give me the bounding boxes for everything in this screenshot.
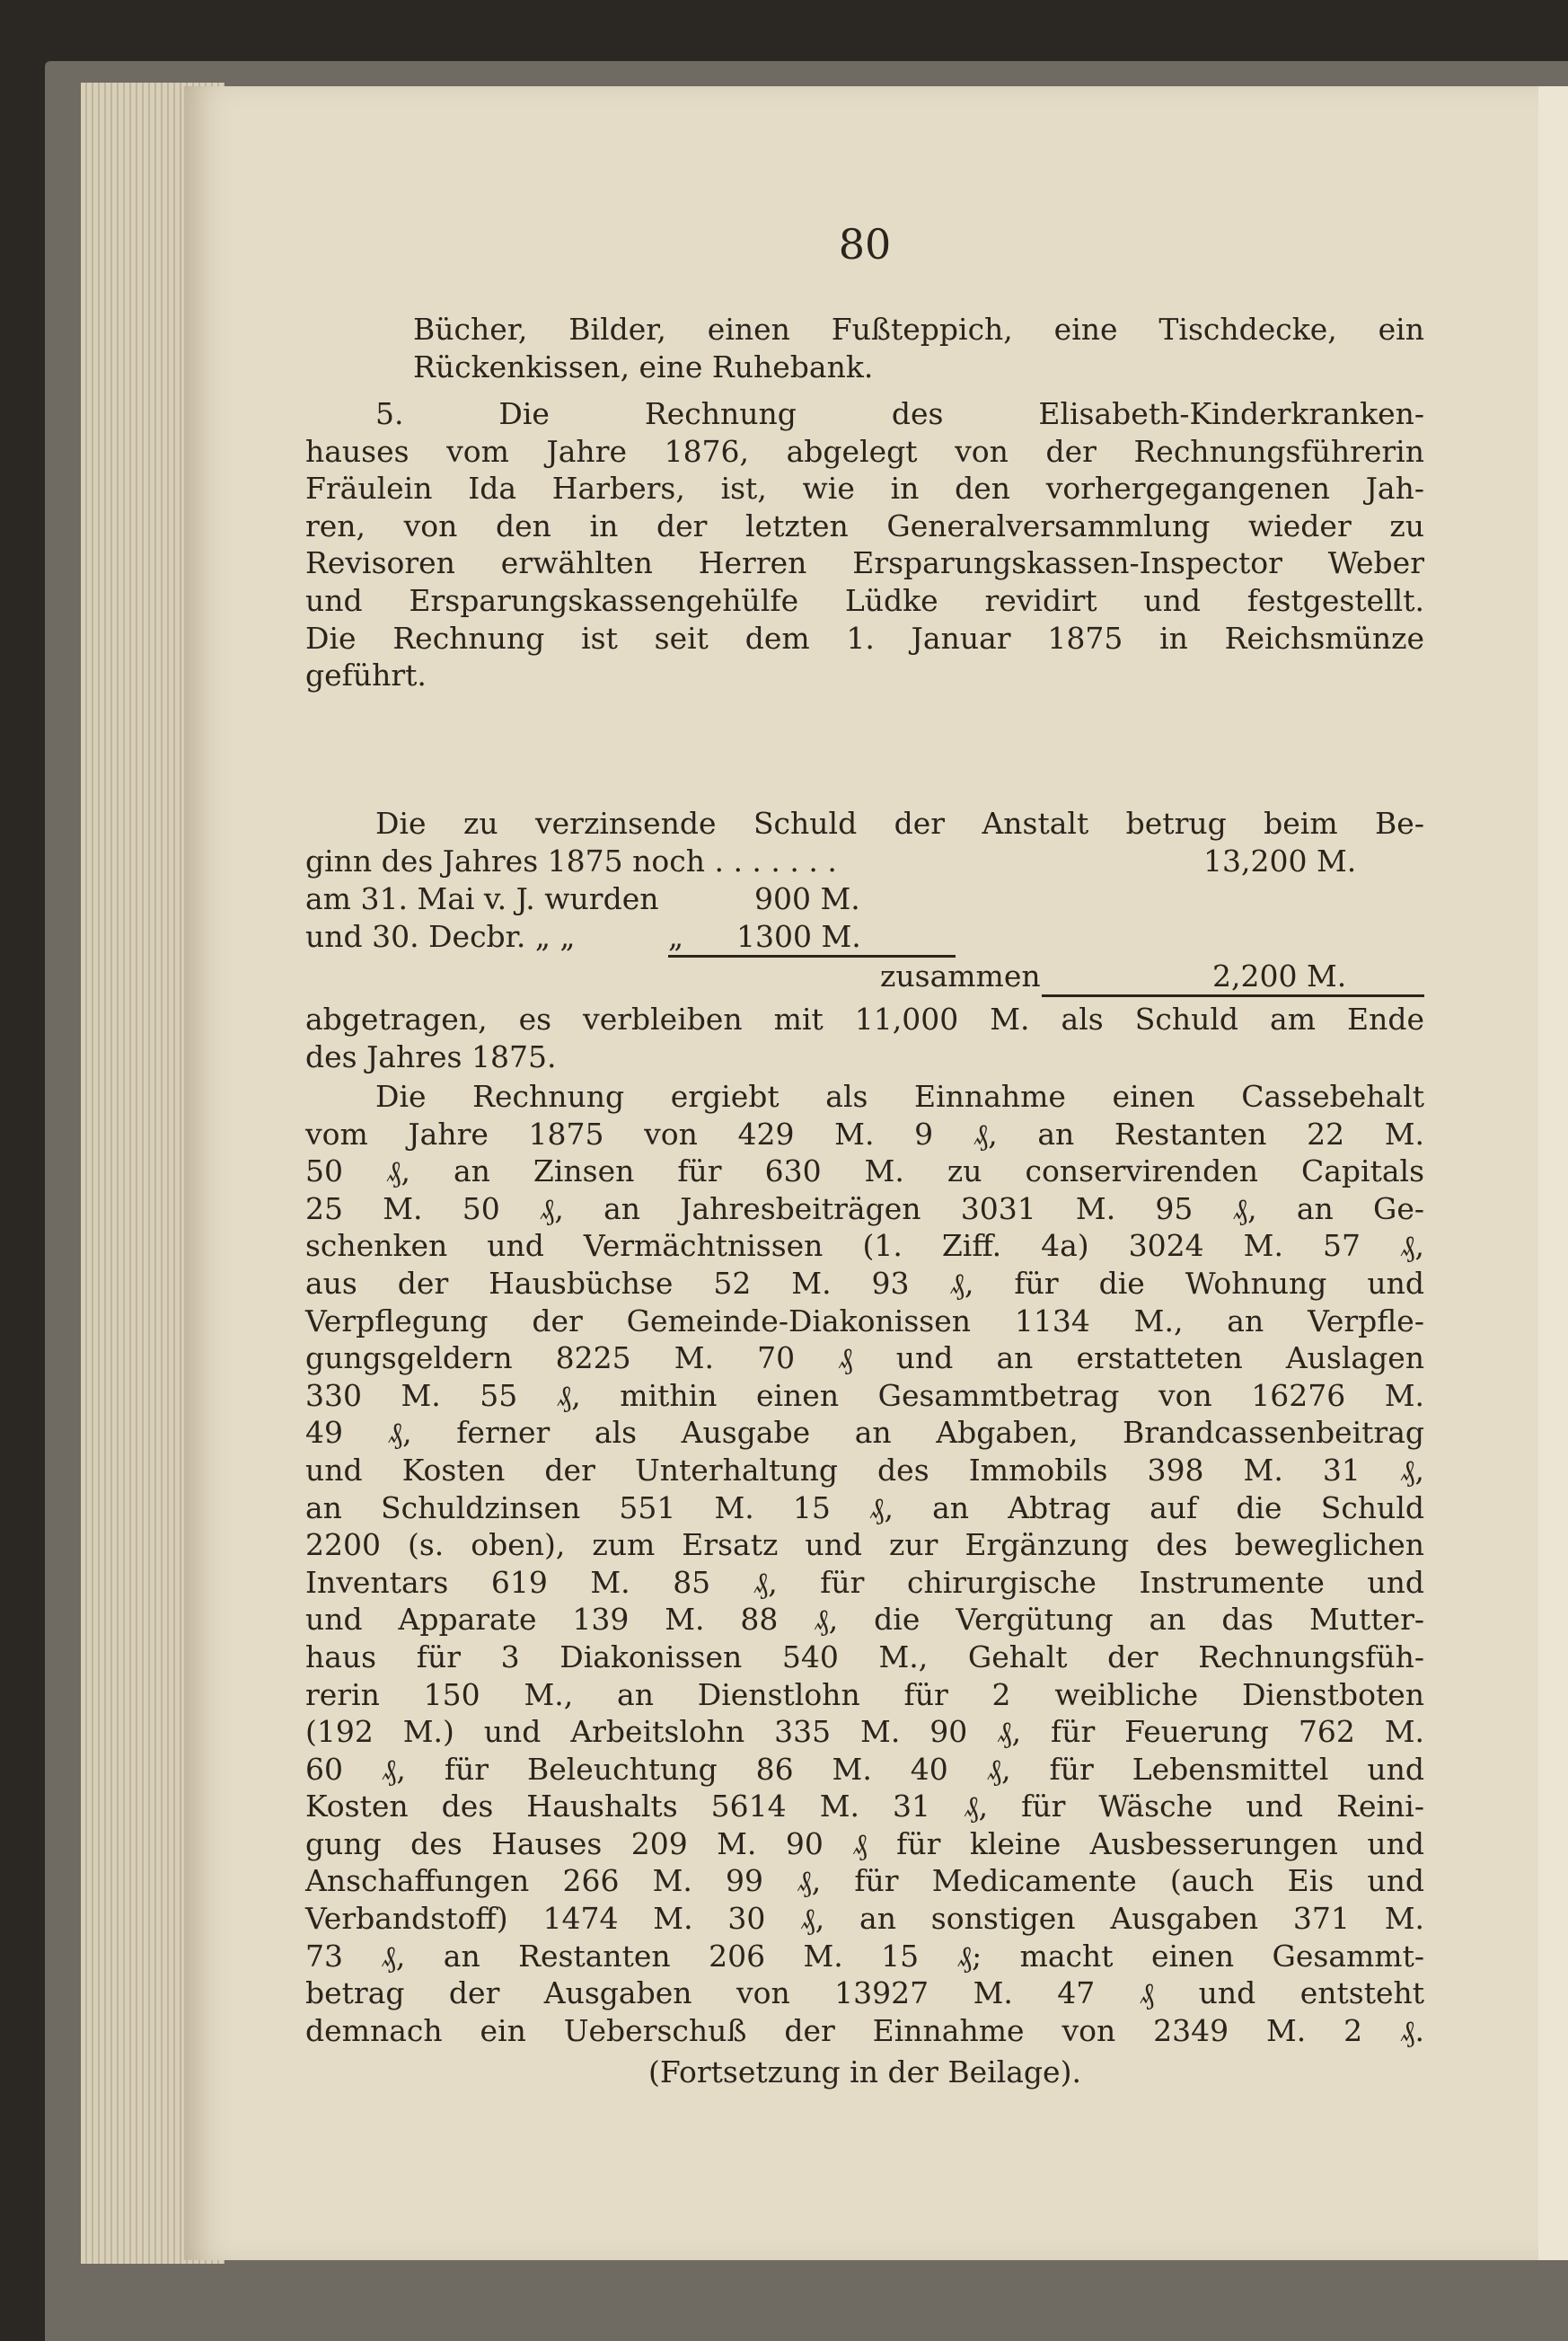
text-line: demnach ein Ueberschuß der Einnahme von 2349 M. 2 ₰. (305, 2012, 1424, 2048)
paragraph-abgetragen (305, 1001, 1424, 1075)
text-line: und Apparate 139 M. 88 ₰, die Vergütung an das Mutter- (305, 1602, 1424, 1638)
text-line: ren, von den in der letzten Generalversammlung wieder zu (305, 508, 1424, 543)
text-line: betrag der Ausgaben von 13927 M. 47 ₰ und entsteht (305, 1975, 1424, 2011)
text-line: Fräulein Ida Harbers, ist, wie in den vorhergegangenen Jah- (305, 471, 1424, 507)
text-line: Rückenkissen, eine Ruhebank. (413, 349, 874, 384)
text-line: gung des Hauses 209 M. 90 ₰ für kleine Ausbesserungen und (305, 1825, 1424, 1861)
ditto-mark: „ (668, 919, 684, 954)
text-line: und Ersparungskassengehülfe Lüdke revidirt und festgestellt. (305, 582, 1424, 618)
text-line: haus für 3 Diakonissen 540 M., Gehalt der Rechnungsfüh- (305, 1639, 1424, 1674)
text-line: gungsgeldern 8225 M. 70 ₰ und an erstatteten Auslagen (305, 1340, 1424, 1376)
text-line: aus der Hausbüchse 52 M. 93 ₰, für die Wohnung und (305, 1265, 1424, 1301)
schuld-amount-may: 900 M. (754, 881, 860, 916)
schuld-amount-start: 13,200 M. (1203, 844, 1357, 879)
continuation-note: (Fortsetzung in der Beilage). (648, 2054, 1081, 2089)
text-line: 2200 (s. oben), zum Ersatz und zur Ergänzung des beweglichen (305, 1527, 1424, 1563)
text-line: geführt. (305, 658, 427, 693)
text-line: Verpflegung der Gemeinde-Diakonissen 1134 M., an Verpfle- (305, 1303, 1424, 1338)
text-line: 5. Die Rechnung des Elisabeth-Kinderkranken- (375, 396, 1424, 431)
text-line: und Kosten der Unterhaltung des Immobils 398 M. 31 ₰, (305, 1452, 1424, 1488)
text-line: an Schuldzinsen 551 M. 15 ₰, an Abtrag auf die Schuld (305, 1489, 1424, 1525)
text-line: Die Rechnung ergiebt als Einnahme einen Cassebehalt (375, 1079, 1424, 1114)
schuld-label: und 30. Decbr. „ „ (305, 919, 576, 954)
text-line: hauses vom Jahre 1876, abgelegt von der Rechnungsführerin (305, 433, 1424, 469)
text-line: Revisoren erwählten Herren Ersparungskassen-Inspector Weber (305, 545, 1424, 581)
text-line: 330 M. 55 ₰, mithin einen Gesammtbetrag von 16276 M. (305, 1377, 1424, 1413)
text-line: Inventars 619 M. 85 ₰, für chirurgische Instrumente und (305, 1564, 1424, 1600)
text-line: 73 ₰, an Restanten 206 M. 15 ₰; macht einen Gesammt- (305, 1938, 1424, 1974)
text-line: abgetragen, es verbleiben mit 11,000 M. als Schuld am Ende (305, 1002, 1424, 1037)
schuld-row-dec (305, 918, 576, 956)
schuld-amount-dec: 1300 M. (736, 919, 861, 954)
text-line: vom Jahre 1875 von 429 M. 9 ₰, an Restanten 22 M. (305, 1116, 1424, 1152)
paragraph-gifts (305, 311, 1424, 385)
text-line: des Jahres 1875. (305, 1038, 557, 1074)
text-line: Bücher, Bilder, einen Fußteppich, eine Tischdecke, ein (413, 312, 1424, 347)
text-line: Kosten des Haushalts 5614 M. 31 ₰, für Wäsche und Reini- (305, 1789, 1424, 1824)
text-line: 25 M. 50 ₰, an Jahresbeiträgen 3031 M. 95 ₰, an Ge- (305, 1190, 1424, 1226)
paragraph-einnahme-ausgabe (305, 1078, 1424, 2049)
text-line: (192 M.) und Arbeitslohn 335 M. 90 ₰, für Feuerung 762 M. (305, 1714, 1424, 1750)
schuld-row-start (305, 843, 837, 880)
text-line: Verbandstoff) 1474 M. 30 ₰, an sonstigen Ausgaben 371 M. (305, 1901, 1424, 1937)
text-line: 50 ₰, an Zinsen für 630 M. zu conservirenden Capitals (305, 1153, 1424, 1189)
text-line: Anschaffungen 266 M. 99 ₰, für Medicamente (auch Eis und (305, 1863, 1424, 1899)
schuld-row-may (305, 880, 658, 918)
page-number: 80 (838, 220, 892, 269)
text-line: Die zu verzinsende Schuld der Anstalt betrug beim Be- (375, 806, 1424, 841)
total-label: zusammen (880, 958, 1041, 994)
text-line: rerin 150 M., an Dienstlohn für 2 weibliche Dienstboten (305, 1676, 1424, 1712)
schuld-label: am 31. Mai v. J. wurden (305, 881, 659, 916)
paragraph-rechnung (305, 395, 1424, 694)
text-line: 49 ₰, ferner als Ausgabe an Abgaben, Brandcassenbeitrag (305, 1415, 1424, 1451)
text-line: schenken und Vermächtnissen (1. Ziff. 4a) 3024 M. 57 ₰, (305, 1228, 1424, 1264)
total-amount: 2,200 M. (1212, 958, 1347, 994)
total-rule (1042, 994, 1424, 997)
schuld-label: ginn des Jahres 1875 noch . . . . . . . (305, 844, 837, 879)
text-line: Die Rechnung ist seit dem 1. Januar 1875 in Reichsmünze (305, 620, 1424, 656)
facing-page-edge (1538, 86, 1568, 2260)
text-line: 60 ₰, für Beleuchtung 86 M. 40 ₰, für Lebensmittel und (305, 1751, 1424, 1787)
